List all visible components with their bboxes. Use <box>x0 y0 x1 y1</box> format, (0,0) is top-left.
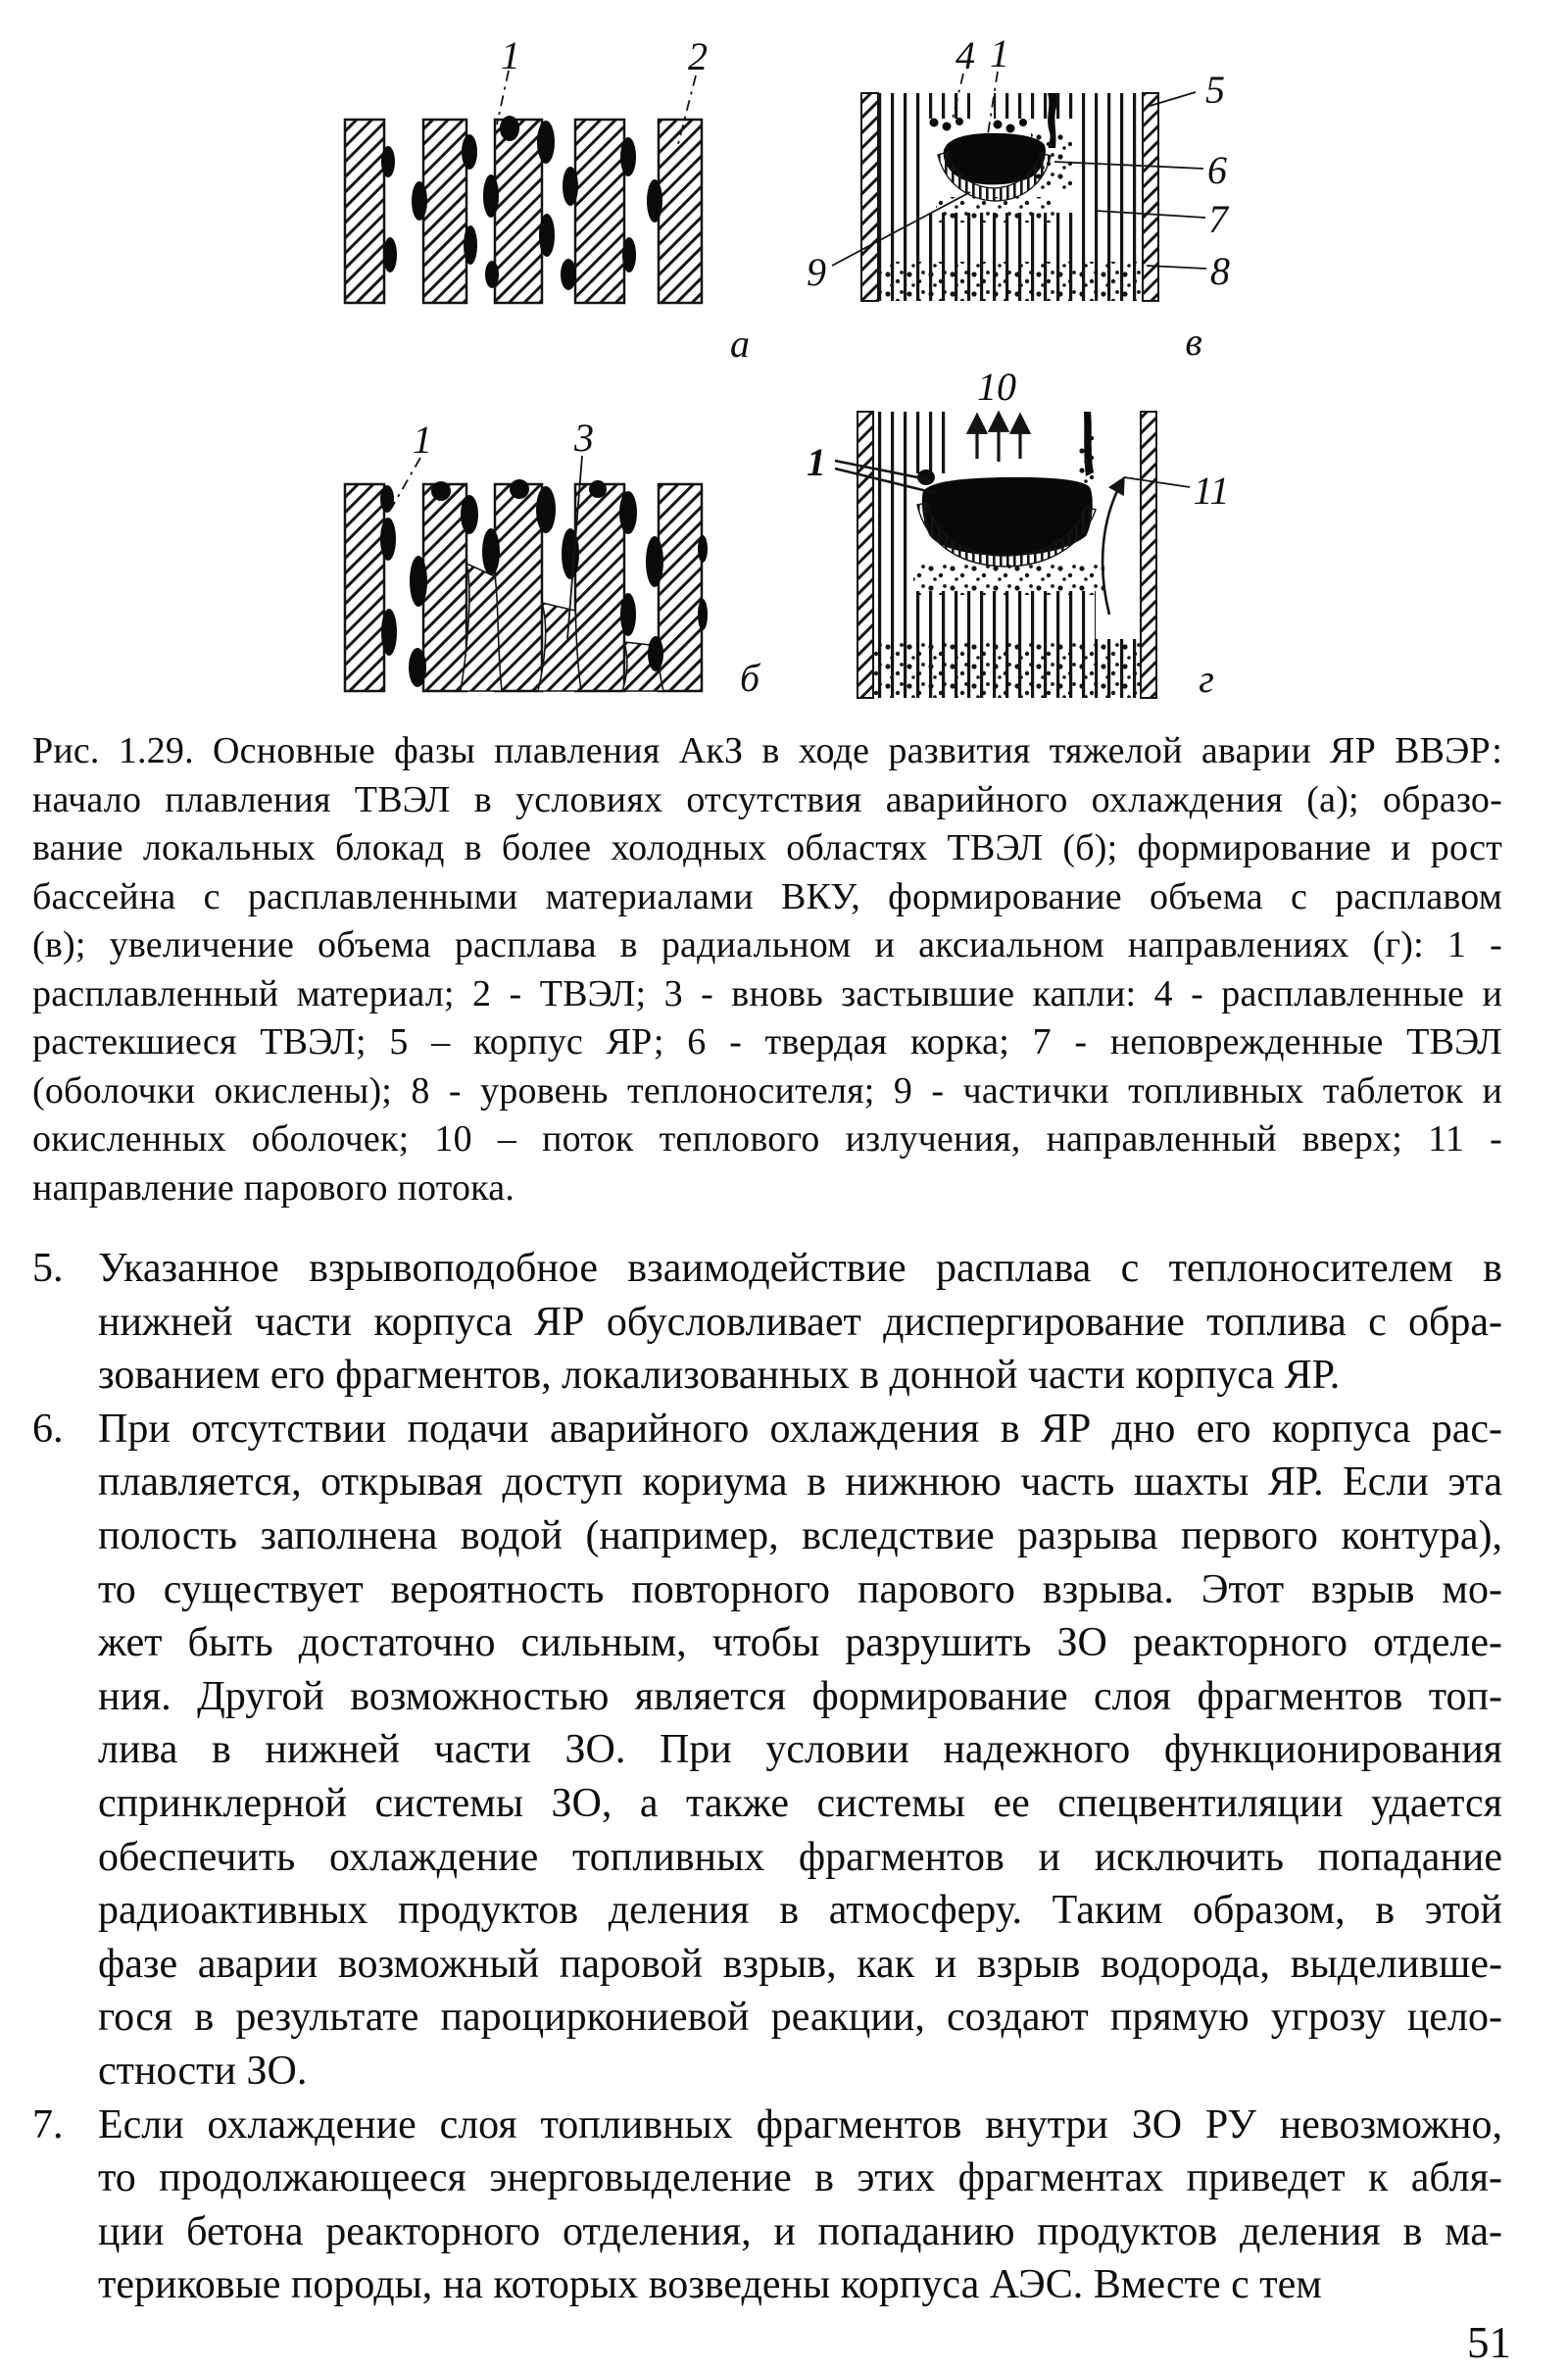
text-line: бассейна с расплавленными материалами ВКУ, формирование объема с расплавом <box>32 875 1502 917</box>
pellet-particles <box>1076 436 1094 485</box>
text-line: Указанное взрывоподобное взаимодействие расплава с теплоносителем в <box>98 1246 1502 1291</box>
reactor-vessel-wall <box>858 412 873 698</box>
panel-label-v: в <box>1185 320 1202 364</box>
callout-10: 10 <box>977 365 1016 409</box>
text-line: то продолжающееся энерговыделение в этих фрагментах приведет к абля- <box>98 2155 1502 2201</box>
callout-5: 5 <box>1205 68 1225 112</box>
fuel-rod <box>345 120 384 303</box>
callout-8: 8 <box>1210 249 1230 293</box>
text-line: (оболочки окислены); 8 - уровень теплоносителя; 9 - частички топливных таблеток и <box>32 1069 1502 1112</box>
text-line: спринклерной системы ЗО, а также системы ее спецвентиляции удается <box>98 1780 1502 1826</box>
text-line: радиоактивных продуктов деления в атмосферу. Таким образом, в этой <box>98 1888 1502 1934</box>
steam-channel <box>1096 412 1143 639</box>
callout-1: 1 <box>990 31 1009 75</box>
callout-11: 11 <box>1193 469 1230 513</box>
panel-label-b: б <box>739 656 760 700</box>
panel-label-a: а <box>730 321 750 366</box>
item-text <box>98 2099 1502 2312</box>
callout-9: 9 <box>807 250 826 294</box>
text-line: окисленных оболочек; 10 – поток теплового излучения, направленный вверх; 11 - <box>32 1118 1502 1160</box>
pellet-particles <box>913 562 1104 595</box>
figure-panel-v <box>807 31 1230 364</box>
callout-leader <box>391 458 420 509</box>
callout-3: 3 <box>574 416 594 460</box>
fuel-rod <box>495 484 542 691</box>
fuel-rod <box>659 484 702 691</box>
callout-1: 1 <box>807 440 826 484</box>
reactor-vessel-wall <box>861 93 878 301</box>
reactor-vessel-wall <box>1141 412 1156 698</box>
text-line: Если охлаждение слоя топливных фрагментов внутри ЗО РУ невозможно, <box>98 2101 1502 2148</box>
text-line: растекшиеся ТВЭЛ; 5 – корпус ЯР; 6 - твердая корка; 7 - неповрежденные ТВЭЛ <box>32 1021 1502 1062</box>
melted-open-region <box>970 93 994 123</box>
text-line: ния. Другой возможностью является формирование слоя фрагментов топ- <box>98 1673 1502 1719</box>
item-number: 5. <box>32 1246 64 1291</box>
text-line: жет быть достаточно сильным, чтобы разрушить ЗО реакторного отделе- <box>98 1620 1502 1666</box>
callout-6: 6 <box>1207 148 1227 192</box>
text-line: обеспечить охлаждение топливных фрагментов и исключить попадание <box>98 1834 1502 1880</box>
item-number: 7. <box>32 2101 64 2148</box>
text-line: При отсутствии подачи аварийного охлаждения в ЯР дно его корпуса рас- <box>98 1406 1502 1452</box>
text-line: стности ЗО. <box>98 2048 308 2094</box>
item-number: 6. <box>32 1406 64 1452</box>
text-line: ции бетона реакторного отделения, и попаданию продуктов деления в ма- <box>98 2208 1502 2254</box>
callout-7: 7 <box>1208 197 1228 241</box>
text-line: териковые породы, на которых возведены корпуса АЭС. Вместе с тем <box>98 2262 1322 2308</box>
text-line: вание локальных блокад в более холодных областях ТВЭЛ (б); формирование и рост <box>32 827 1502 868</box>
text-line: лива в нижней части ЗО. При условии надежного функционирования <box>98 1727 1502 1773</box>
text-line: начало плавления ТВЭЛ в условиях отсутствия аварийного охлаждения (а); образо- <box>32 778 1502 820</box>
text-line: полость заполнена водой (например, вследствие разрыва первого контура), <box>98 1512 1502 1558</box>
figure-panel-g <box>807 365 1230 701</box>
item-text <box>98 1242 1502 1403</box>
callout-1: 1 <box>501 33 520 77</box>
text-line: гося в результате пароциркониевой реакции, создают прямую угрозу цело- <box>98 1995 1502 2041</box>
text-line: зованием его фрагментов, локализованных в донной части корпуса ЯР. <box>98 1353 1341 1399</box>
list-item-5 <box>32 1242 1502 1403</box>
callout-1: 1 <box>413 418 432 462</box>
fuel-rod <box>575 120 624 303</box>
page-number: 51 <box>1467 2318 1511 2367</box>
callout-4: 4 <box>956 33 975 77</box>
text-line: Рис. 1.29. Основные фазы плавления АкЗ в ходе развития тяжелой аварии ЯР ВВЭР: <box>32 730 1502 771</box>
fuel-rod <box>423 484 466 691</box>
figure-caption <box>32 727 1502 1212</box>
coolant-level-band <box>878 262 1143 301</box>
text-line: направление парового потока. <box>32 1166 515 1209</box>
text-line: (в); увеличение объема расплава в радиальном и аксиальном направлениях (г): 1 - <box>32 924 1502 965</box>
figure-melting-phases <box>216 15 1308 711</box>
fuel-rod <box>659 120 702 303</box>
text-line: то существует вероятность повторного парового взрыва. Этот взрыв мо- <box>98 1566 1502 1612</box>
numbered-list <box>32 1242 1502 2312</box>
panel-label-g: г <box>1199 657 1214 701</box>
fuel-rod <box>495 120 542 303</box>
blockade-mass <box>538 603 581 691</box>
reactor-vessel-wall <box>1143 93 1158 301</box>
figure-panel-a <box>345 33 750 366</box>
coolant-level-band <box>873 641 1141 698</box>
list-item-6 <box>32 1403 1502 2099</box>
list-item-7 <box>32 2099 1502 2312</box>
item-text <box>98 1403 1502 2099</box>
callout-2: 2 <box>688 34 708 78</box>
fuel-rod <box>423 120 466 303</box>
fuel-rod <box>575 484 624 691</box>
figure-panel-b <box>345 416 761 700</box>
text-line: фазе аварии возможный паровой взрыв, как и взрыв водорода, выделивше- <box>98 1941 1502 1987</box>
text-line: нижней части корпуса ЯР обусловливает диспергирование топлива с обра- <box>98 1299 1502 1345</box>
text-line: плавляется, открывая доступ кориума в нижнюю часть шахты ЯР. Если эта <box>98 1459 1502 1506</box>
text-line: расплавленный материал; 2 - ТВЭЛ; 3 - вновь застывшие капли: 4 - расплавленные и <box>32 972 1502 1014</box>
fuel-rod <box>345 484 384 691</box>
